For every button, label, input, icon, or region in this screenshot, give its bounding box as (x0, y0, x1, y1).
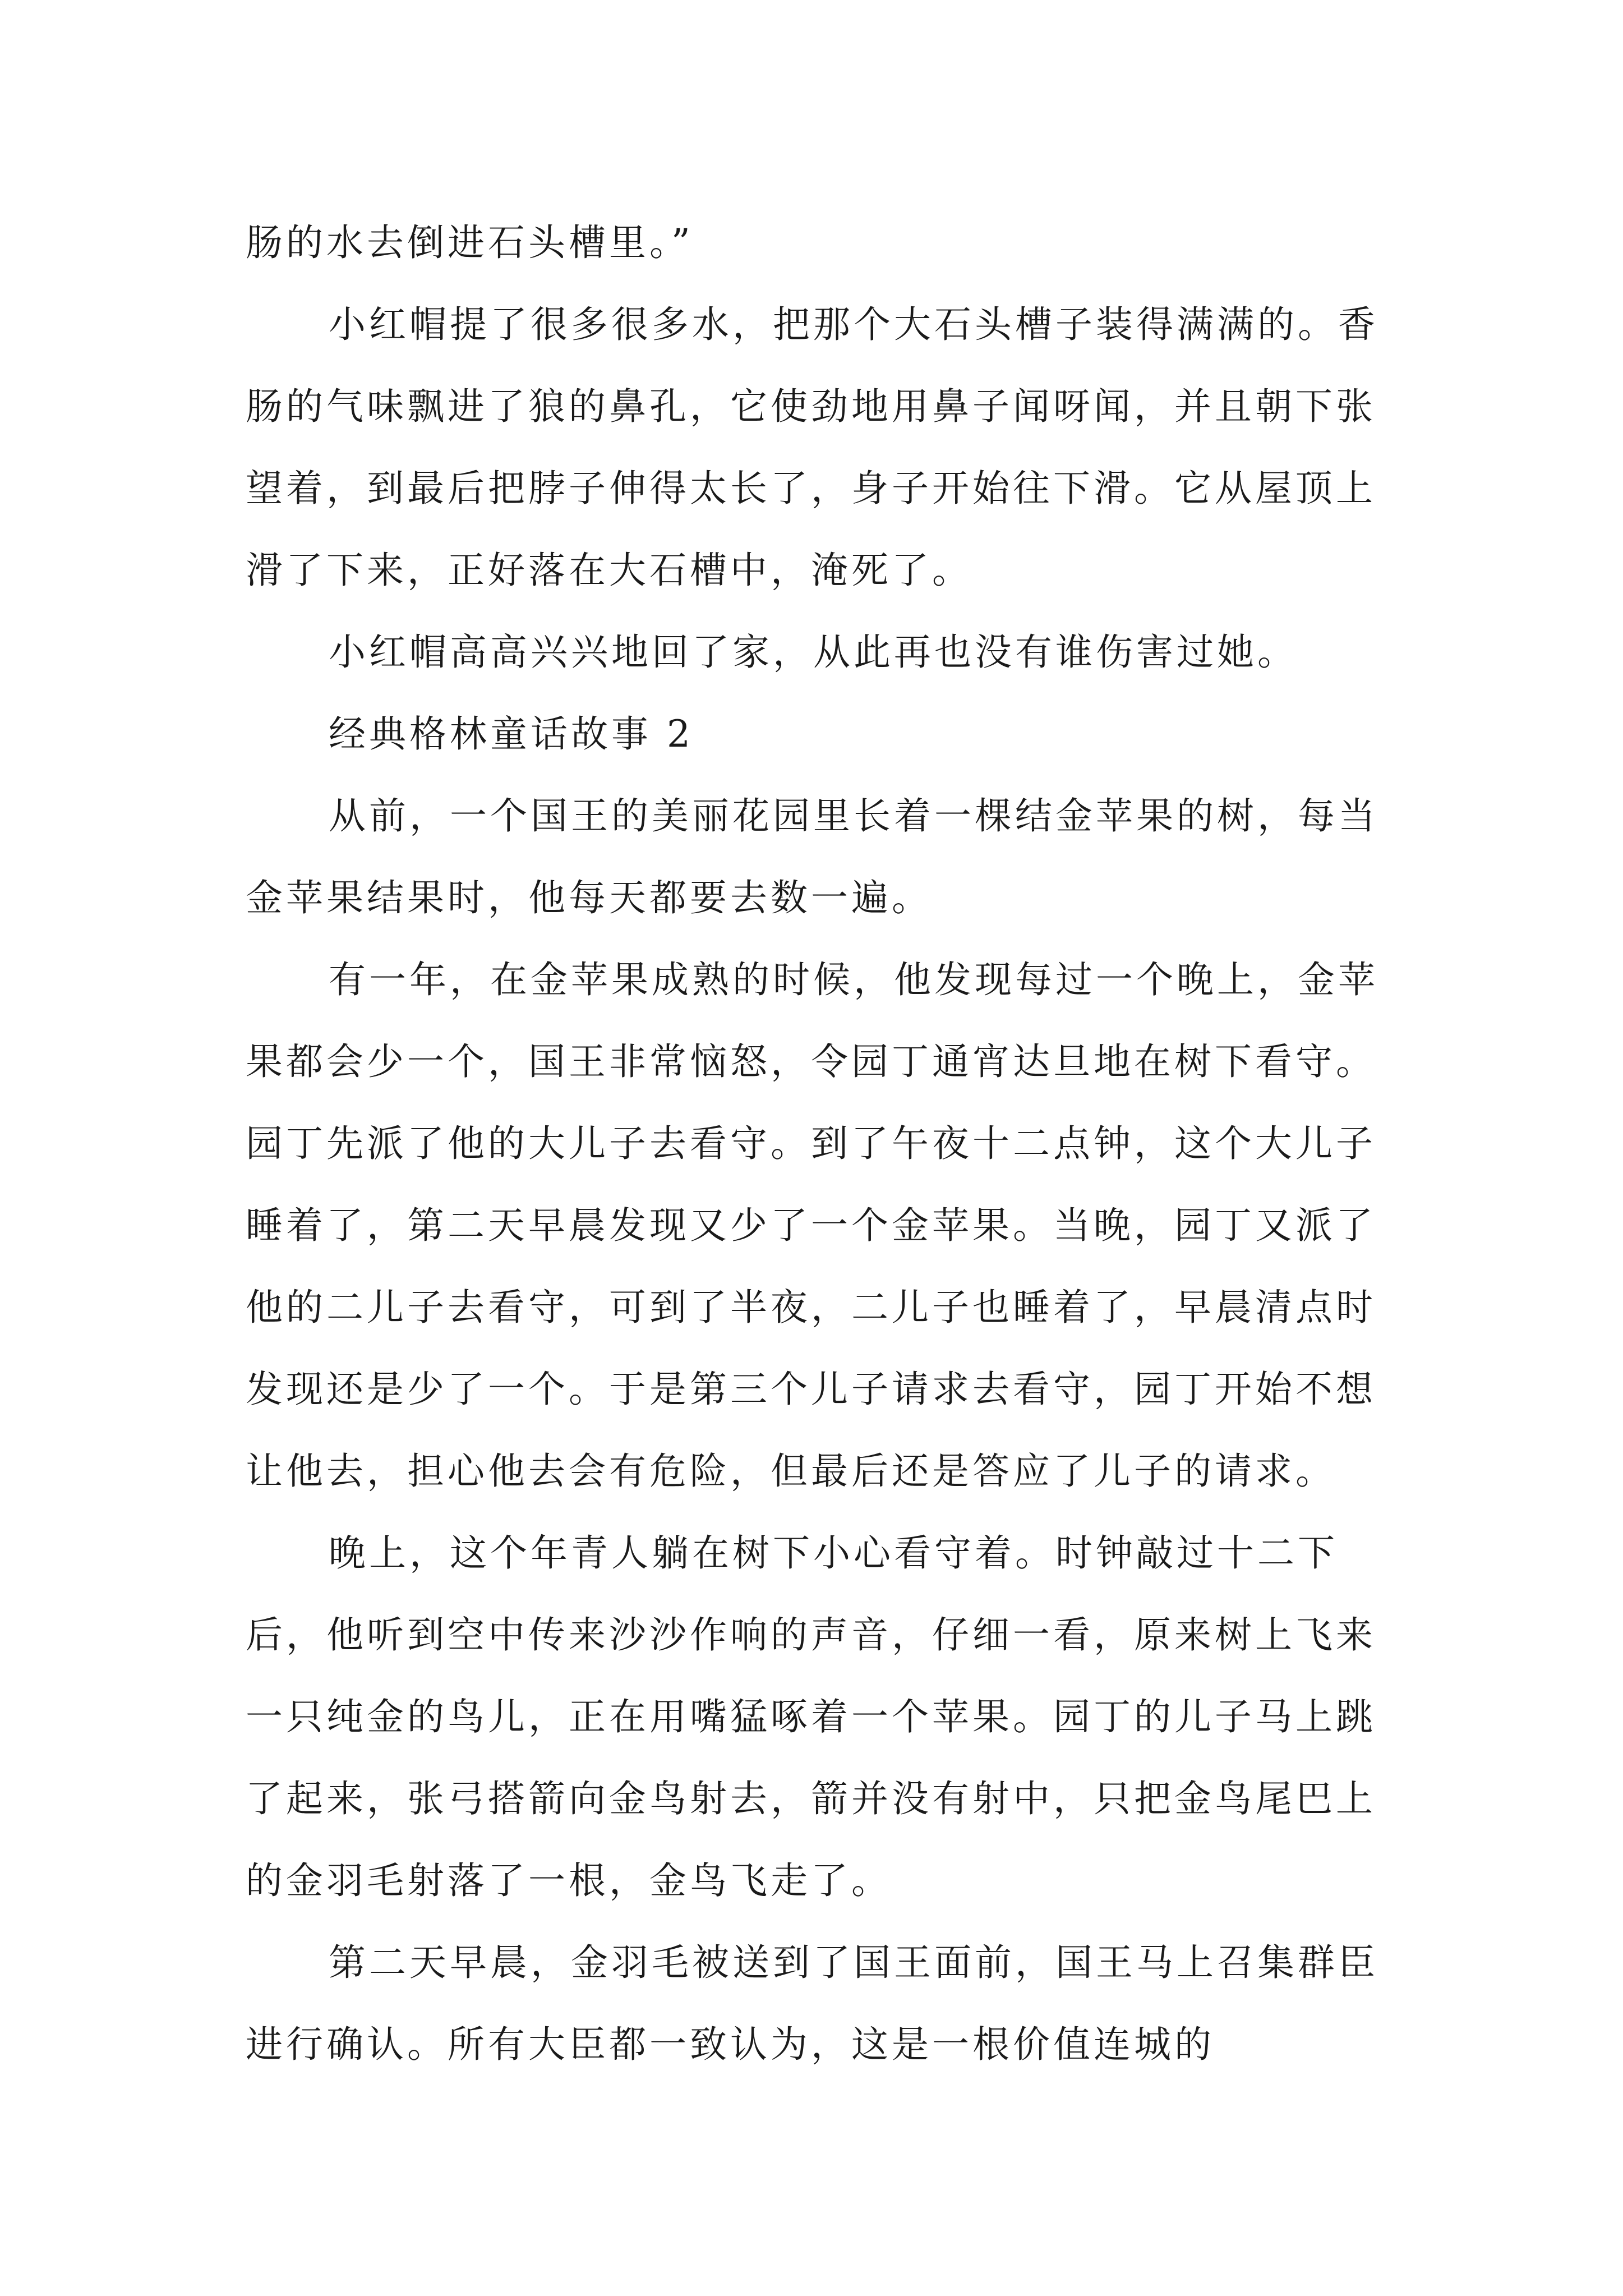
paragraph-7: 晚上，这个年青人躺在树下小心看守着。时钟敲过十二下后，他听到空中传来沙沙作响的声音，仔细一看，原来树上飞来一只纯金的鸟儿，正在用嘴猛啄着一个苹果。园丁的儿子马上跳了起来，张弓搭箭向金鸟射去，箭并没有射中，只把金鸟尾巴上的金羽毛射落了一根，金鸟飞走了。 (246, 1531, 1376, 1902)
paragraph-6: 有一年，在金苹果成熟的时候，他发现每过一个晚上，金苹果都会少一个，国王非常恼怒，令园丁通宵达旦地在树下看守。园丁先派了他的大儿子去看守。到了午夜十二点钟，这个大儿子睡着了，第二天早晨发现又少了一个金苹果。当晚，园丁又派了他的二儿子去看守，可到了半夜，二儿子也睡着了，早晨清点时发现还是少了一个。于是第三个儿子请求去看守，园丁开始不想让他去，担心他去会有危险，但最后还是答应了儿子的请求。 (246, 958, 1378, 1493)
story-text (246, 202, 1390, 2086)
paragraph-1: 肠的水去倒进石头槽里。” (246, 221, 694, 264)
paragraph-3: 小红帽高高兴兴地回了家，从此再也没有谁伤害过她。 (329, 631, 1298, 674)
paragraph-5: 从前，一个国王的美丽花园里长着一棵结金苹果的树，每当金苹果结果时，他每天都要去数一遍。 (246, 794, 1378, 919)
story-heading: 经典格林童话故事 2 (329, 712, 694, 756)
paragraph-8: 第二天早晨，金羽毛被送到了国王面前，国王马上召集群臣进行确认。所有大臣都一致认为，这是一根价值连城的 (246, 1941, 1378, 2066)
paragraph-2: 小红帽提了很多很多水，把那个大石头槽子装得满满的。香肠的气味飘进了狼的鼻孔，它使劲地用鼻子闻呀闻，并且朝下张望着，到最后把脖子伸得太长了，身子开始往下滑。它从屋顶上滑了下来，正好落在大石槽中，淹死了。 (246, 303, 1378, 592)
